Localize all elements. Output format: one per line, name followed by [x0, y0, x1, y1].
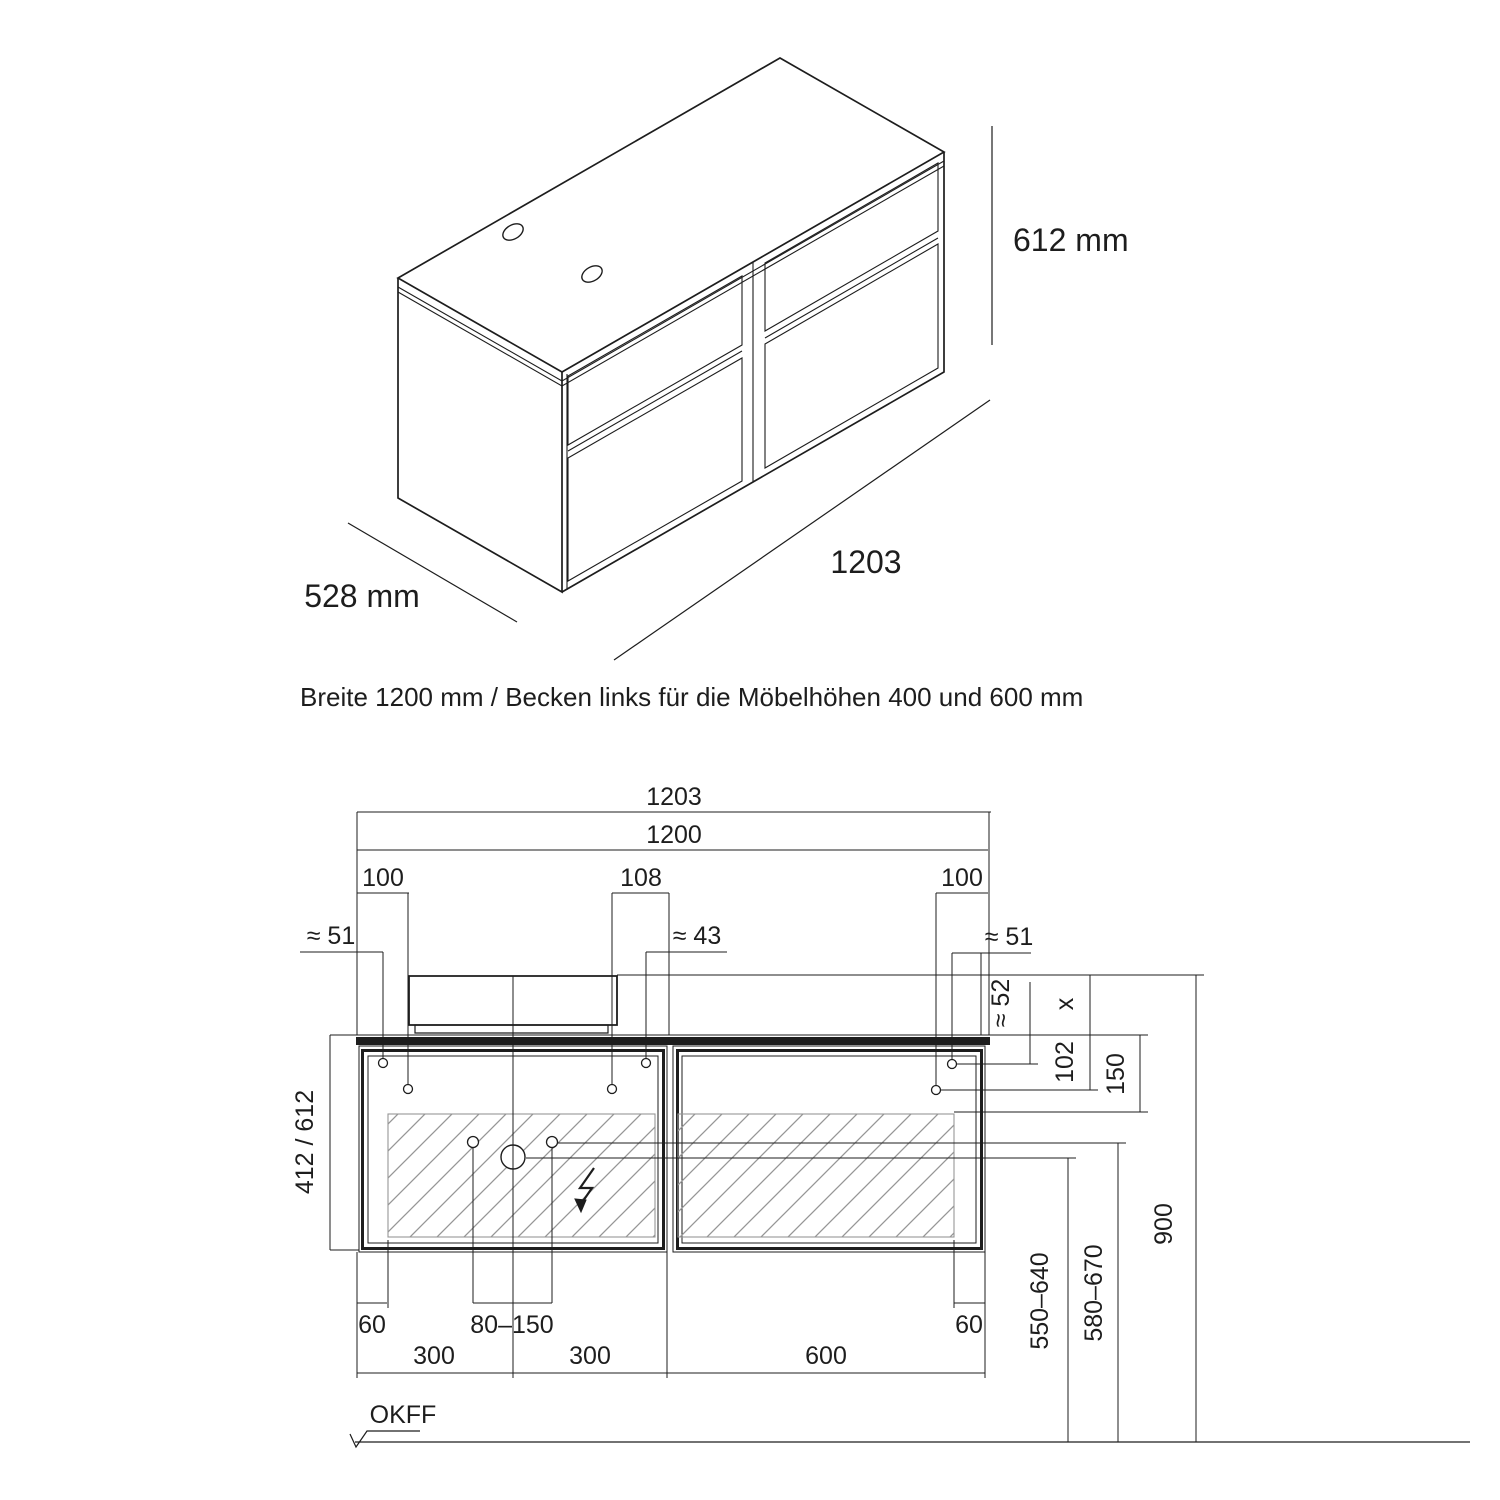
fv-dim-51-right: ≈ 51 — [984, 923, 1034, 951]
supply-circle-icon — [468, 1137, 479, 1148]
caption-text: Breite 1200 mm / Becken links für die Möbelhöhen 400 und 600 mm — [300, 682, 1084, 712]
iso-countertop-edges — [398, 161, 944, 590]
fv-dim-300-b: 300 — [569, 1342, 611, 1370]
hatch-zone-right — [678, 1114, 954, 1237]
fv-dim-150: 150 — [1102, 1053, 1130, 1095]
supply-circle-icon — [547, 1137, 558, 1148]
fv-dim-52: ≈ 52 — [987, 978, 1015, 1028]
fv-dim-102: 102 — [1051, 1041, 1079, 1083]
fv-dim-100-right: 100 — [941, 864, 983, 892]
mounting-hole-icon — [608, 1085, 617, 1094]
datum-symbol-icon — [350, 1431, 420, 1447]
fv-dim-900: 900 — [1150, 1203, 1178, 1245]
fv-dim-580-670: 580–670 — [1080, 1244, 1108, 1342]
fv-dim-43: ≈ 43 — [672, 922, 722, 950]
fv-dim-100-left: 100 — [362, 864, 404, 892]
iso-dim-depth: 528 mm — [304, 578, 420, 614]
iso-cabinet-outline — [398, 58, 944, 592]
fv-dim-108: 108 — [620, 864, 662, 892]
fv-dim-height-range: 412 / 612 — [291, 1089, 319, 1195]
mounting-hole-icon — [379, 1059, 388, 1068]
front-view — [291, 783, 1470, 1447]
faucet-hole-icon — [500, 220, 526, 243]
fv-floor-datum — [350, 1431, 1470, 1447]
fv-dim-550-640: 550–640 — [1026, 1252, 1054, 1350]
fv-dim-600: 600 — [805, 1342, 847, 1370]
fv-dim-total-width: 1203 — [646, 783, 702, 811]
fv-dim-x: x — [1051, 997, 1079, 1011]
fv-dim-80-150: 80–150 — [470, 1311, 554, 1339]
fv-dim-300-a: 300 — [413, 1342, 455, 1370]
faucet-hole-icon — [579, 262, 605, 285]
fv-countertop — [330, 1035, 990, 1045]
iso-dim-height: 612 mm — [1013, 222, 1129, 258]
fv-dim-body-width: 1200 — [646, 821, 702, 849]
iso-dim-width: 1203 — [830, 544, 902, 580]
iso-faucet-holes — [500, 220, 605, 285]
mounting-hole-icon — [404, 1085, 413, 1094]
hatch-zone-left — [388, 1114, 655, 1237]
iso-drawer-panels — [568, 163, 938, 581]
mounting-hole-icon — [948, 1060, 957, 1069]
fv-datum-okff: OKFF — [369, 1401, 437, 1429]
fv-dim-60-right: 60 — [955, 1311, 983, 1339]
mounting-hole-icon — [642, 1059, 651, 1068]
fv-dim-60-left: 60 — [358, 1311, 386, 1339]
fv-dim-51-left: ≈ 51 — [306, 922, 356, 950]
mounting-hole-icon — [932, 1086, 941, 1095]
